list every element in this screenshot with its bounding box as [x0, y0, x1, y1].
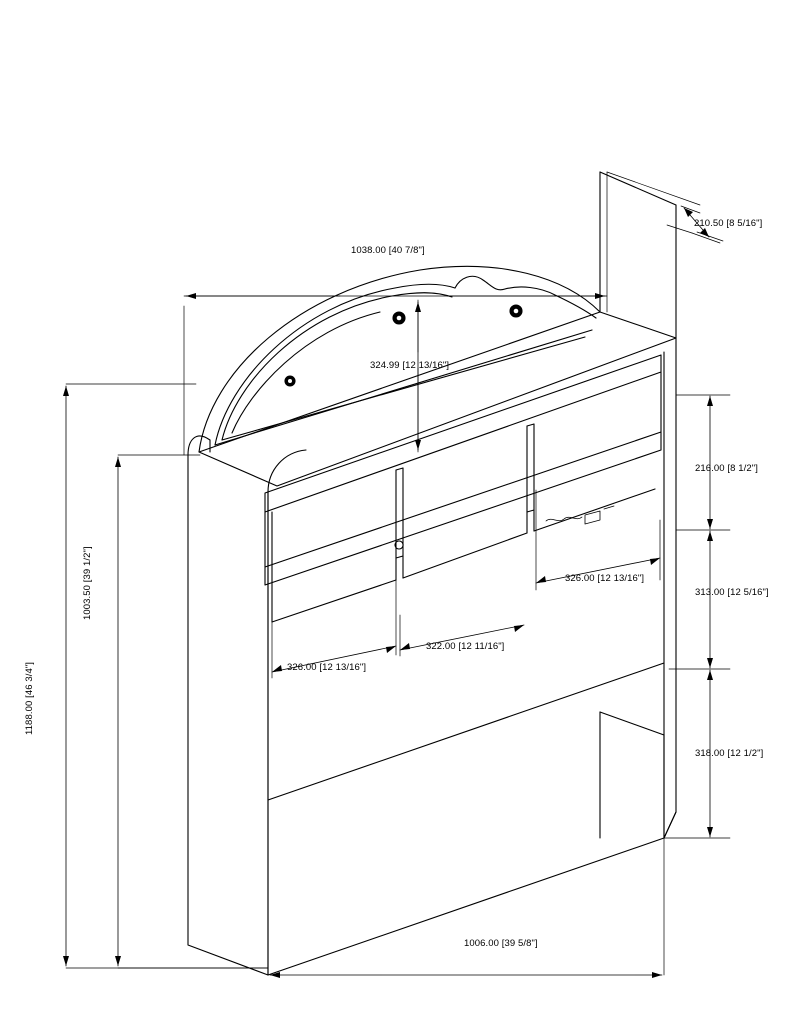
dim-upper-section-height: 313.00 [12 5/16"]: [695, 587, 769, 598]
dim-cubby-width-left: 326.00 [12 13/16"]: [287, 662, 367, 673]
dim-depth-top-right: 210.50 [8 5/16"]: [694, 218, 763, 229]
dim-lower-section-height: 318.00 [12 1/2"]: [695, 748, 764, 759]
dim-arch-height: 324.99 [12 13/16"]: [370, 360, 450, 371]
dim-overall-height: 1188.00 [46 3/4"]: [24, 661, 35, 735]
decorative-flower: [393, 312, 405, 324]
decorative-flower: [510, 305, 522, 317]
dim-cubby-width-center: 322.00 [12 11/16"]: [426, 641, 505, 652]
dim-overall-width-top: 1038.00 [40 7/8"]: [351, 245, 425, 256]
dimension-lines: [63, 208, 713, 978]
dim-shelf-opening-height: 216.00 [8 1/2"]: [695, 463, 758, 474]
dim-overall-width-bottom: 1006.00 [39 5/8"]: [464, 938, 538, 949]
decorative-flower: [285, 376, 295, 386]
dim-cubby-width-right: 326.00 [12 13/16"]: [565, 573, 645, 584]
dim-height-to-shelf: 1003.50 [39 1/2"]: [82, 546, 93, 620]
